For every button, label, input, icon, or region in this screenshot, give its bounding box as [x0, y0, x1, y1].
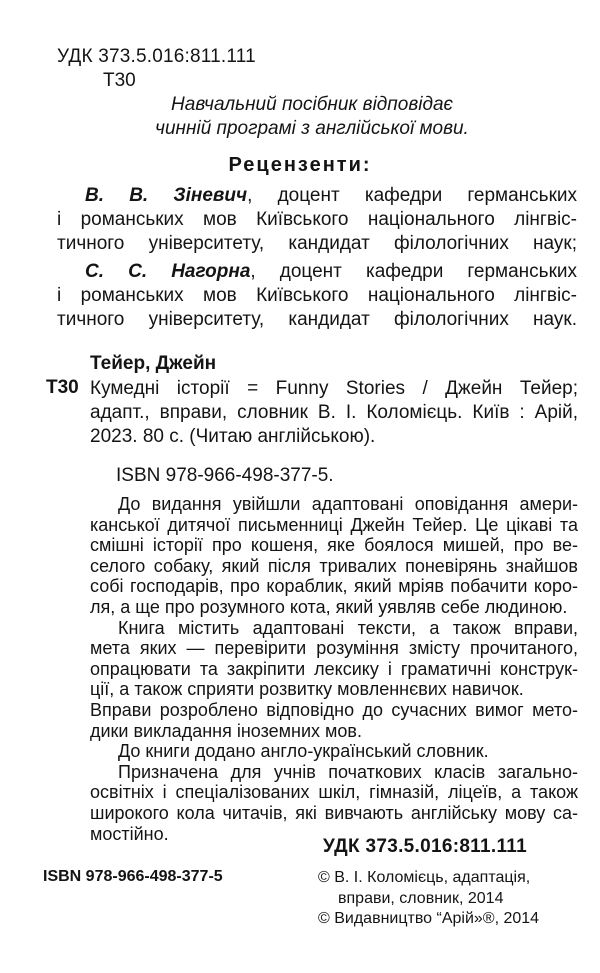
- annotation-line: ції, а також сприяти розвитку мовленнєвих навичок.: [90, 679, 524, 700]
- annotation-line: селого собаку, який після тривалих поневірянь знайшов: [90, 555, 578, 576]
- annotation-line: Книга містить адаптовані тексти, а також вправи,: [118, 617, 578, 638]
- annotation-line: Вправи розроблено відповідно до сучасних вимог мето-: [90, 699, 578, 720]
- biblio-line-1: Кумедні історії = Funny Stories / Джейн Тейер;: [90, 378, 578, 399]
- isbn-entry: ISBN 978-966-498-377-5.: [116, 465, 334, 486]
- reviewer-2-name: С. С. Нагорна: [85, 261, 251, 282]
- udk-code-top: УДК 373.5.016:811.111: [57, 46, 256, 67]
- bibliographic-description: [90, 377, 578, 449]
- approval-note-line-1: Навчальний посібник відповідає: [171, 94, 453, 115]
- annotation-line: опрацювати та закріпити лексику і граматичні конструк-: [90, 658, 578, 679]
- isbn-bottom: ISBN 978-966-498-377-5: [43, 868, 223, 885]
- annotation-line: ля, а ще про розумного кота, який уявляв себе людиною.: [90, 596, 568, 617]
- reviewer-2-line-1: С. С. Нагорна, доцент кафедри германських: [85, 261, 577, 282]
- annotation: [90, 494, 578, 844]
- copyright-block: [318, 868, 539, 930]
- annotation-line: Призначена для учнів початкових класів загально-: [118, 761, 578, 782]
- reviewer-1-name: В. В. Зіневич: [85, 185, 248, 206]
- reviewer-2-line-2: і романських мов Київського національного лінгвіс-: [57, 285, 577, 306]
- annotation-line: мостійно.: [90, 823, 169, 844]
- reviewer-1-line-1: В. В. Зіневич, доцент кафедри германських: [85, 185, 577, 206]
- catalog-mark-top: Т30: [103, 70, 136, 91]
- reviewer-1: [57, 184, 577, 256]
- reviewer-2-line-3: тичного університету, кандидат філологічних наук.: [57, 309, 577, 330]
- copyright-line-2: вправи, словник, 2014: [338, 889, 504, 907]
- biblio-line-3: 2023. 80 с. (Читаю англійською).: [90, 426, 376, 447]
- annotation-line: освітніх і спеціалізованих шкіл, гімназій, ліцеїв, а також: [90, 782, 578, 803]
- copyright-line-3: © Видавництво “Арій»®, 2014: [318, 910, 540, 927]
- annotation-line: собі господарів, про кораблик, який мріяв побачити коро-: [90, 576, 578, 597]
- reviewers-title: Рецензенти:: [228, 154, 372, 176]
- annotation-line: До видання увійшли адаптовані оповідання амери-: [118, 494, 578, 514]
- annotation-line: смішні історії про кошеня, яке боялося мишей, про ве-: [90, 535, 578, 556]
- reviewer-1-line-3: тичного університету, кандидат філологічних наук;: [57, 233, 577, 254]
- catalog-mark: Т30: [46, 377, 79, 398]
- approval-note-line-2: чинній програмі з англійської мови.: [155, 118, 469, 139]
- annotation-line: дики викладання іноземних мов.: [90, 720, 362, 741]
- copyright-line-1: © В. І. Коломієць, адаптація,: [318, 869, 531, 886]
- annotation-line: широкого кола читачів, які вивчають англійську мову са-: [90, 802, 578, 823]
- biblio-line-2: адапт., вправи, словник В. І. Коломієць. Київ : Арій,: [90, 402, 578, 423]
- reviewer-1-line-2: і романських мов Київського національного лінгвіс-: [57, 209, 577, 230]
- reviewer-2: [57, 260, 577, 332]
- annotation-line: До книги додано англо-український словник.: [118, 741, 489, 762]
- annotation-line: мета яких — перевірити розуміння змісту прочитаного,: [90, 638, 578, 659]
- udk-code-bottom: УДК 373.5.016:811.111: [323, 836, 527, 857]
- author-heading: Тейер, Джейн: [90, 353, 217, 374]
- annotation-line: канської дитячої письменниці Джейн Тейер. Це цікаві та: [90, 514, 578, 535]
